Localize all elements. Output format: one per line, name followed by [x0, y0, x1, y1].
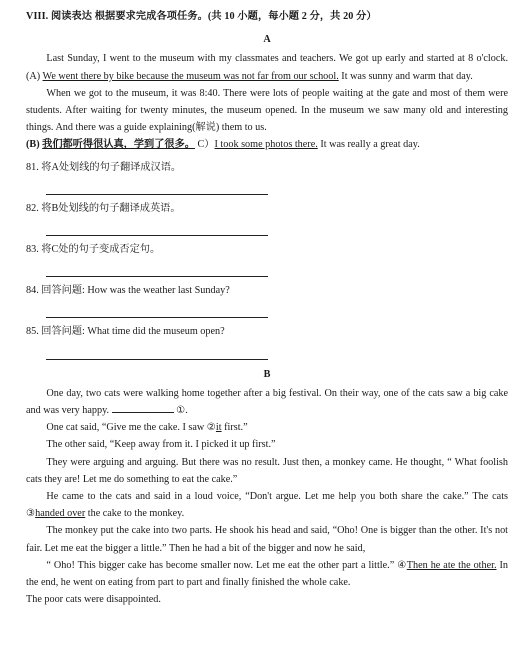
text: Last Sunday, I went to the museum with my classmates and teachers. We got up early and started at 8 o'clock. (A): [26, 53, 508, 82]
question-84: 84. 回答问题: How was the weather last Sunday?: [26, 285, 230, 297]
text: One day, two cats were walking home together after a big festival. On their way, one of the cats saw a big cake and was very happy.: [26, 387, 508, 417]
underlined-sentence-4: Then he ate the other.: [406, 559, 497, 571]
passage-b-paragraph-6: The monkey put the cake into two parts. He shook his head and said, “Oho! One is bigger than the other. It's not fair. Let me eat the bigger a little.” Then he had a bit of the bigger and now he said,: [26, 525, 508, 554]
marker-3: ③: [26, 508, 36, 520]
question-82: 82. 将B处划线的句子翻译成英语。: [26, 202, 181, 214]
answer-line-82[interactable]: [46, 217, 268, 236]
label-c: C）: [194, 139, 215, 151]
passage-a-paragraph-2: When we got to the museum, it was 8:40. There were lots of people waiting at the gate and most of them were students. After waiting for twenty minutes, the museum opened. In the museum we saw many old and interesting things. And there was a guide explaining(解说) them to us.: [26, 87, 508, 134]
answer-line-83[interactable]: [46, 258, 268, 277]
underlined-sentence-a: We went there by bike because the museum was not far from our school.: [42, 70, 339, 82]
text: “ Oho! This bigger cake has become smaller now. Let me eat the other part a little.”: [46, 559, 398, 571]
text: the cake to the monkey.: [85, 508, 185, 520]
worksheet-page: [0, 8, 530, 667]
text: It was sunny and warm that day.: [338, 70, 473, 82]
text: It was really a great day.: [317, 139, 420, 151]
underlined-sentence-b: 我们都听得很认真，学到了很多。: [42, 139, 195, 151]
underlined-phrase-3: handed over: [35, 508, 86, 520]
marker-2: ②: [206, 422, 216, 434]
question-81: 81. 将A处划线的句子翻译成汉语。: [26, 161, 182, 173]
underlined-sentence-c: I took some photos there.: [214, 139, 318, 151]
passage-b-paragraph-2: [26, 419, 508, 436]
blank-1[interactable]: [112, 402, 174, 413]
passage-b-paragraph-1: [26, 385, 508, 419]
label-b: (B): [26, 139, 43, 151]
question-83: 83. 将C处的句子变成否定句。: [26, 244, 161, 256]
underlined-word-2: it: [215, 422, 222, 434]
passage-b-paragraph-4: They were arguing and arguing. But there was no result. Just then, a monkey came. He thought, “ What foolish cats they are! Let me do something to eat the cake.”: [26, 456, 508, 485]
answer-line-85[interactable]: [46, 341, 268, 360]
passage-a-paragraph-1: [26, 50, 508, 84]
text: first.”: [221, 422, 248, 434]
passage-b-paragraph-7: [26, 557, 508, 591]
passage-b-paragraph-3: The other said, “Keep away from it. I picked it up first.”: [46, 439, 276, 451]
passage-a-paragraph-3: [26, 136, 508, 153]
passage-a-title: A: [263, 34, 271, 46]
passage-b-title: B: [263, 368, 271, 380]
text: In the end, he went on eating from part to part and finally finished the whole cake.: [26, 559, 508, 589]
passage-b-paragraph-8: The poor cats were disappointed.: [26, 594, 161, 606]
marker-1: ①.: [173, 405, 188, 417]
question-85: 85. 回答问题: What time did the museum open?: [26, 326, 225, 338]
section-heading: VIII. 阅读表达 根据要求完成各项任务。(共 10 小题，每小题 2 分，共 20 分）: [26, 11, 377, 22]
marker-4: ④: [397, 559, 407, 571]
answer-line-84[interactable]: [46, 299, 268, 318]
passage-b-paragraph-5: [26, 488, 508, 522]
text: One cat said, “Give me the cake. I saw: [46, 422, 207, 434]
text: He came to the cats and said in a loud voice, “Don't argue. Let me help you both share the cake.” The cats: [46, 491, 508, 503]
answer-line-81[interactable]: [46, 176, 268, 195]
